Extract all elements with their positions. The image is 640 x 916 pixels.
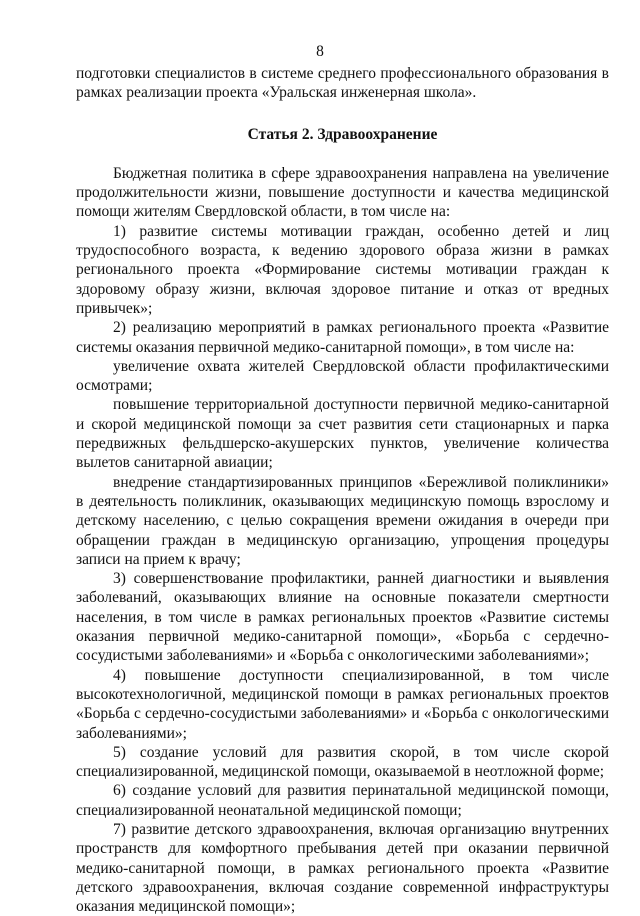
page-number: 8 xyxy=(316,43,324,60)
paragraph-item-3: 3) совершенствование профилактики, ранней диагностики и выявления заболеваний, оказывающих влияние на основные показатели смертности населения, в том числе в рамках региональных проектов «Развитие системы оказания первичной медико-санитарной помощи», «Борьба с сердечно-сосудистыми заболеваниями» и «Борьба с онкологическими заболеваниями»; xyxy=(76,570,609,665)
paragraph-item-7: 7) развитие детского здравоохранения, включая организацию внутренних пространств для комфортного пребывания детей при оказании первичной медико-санитарной помощи, в рамках регионального проекта «Развитие детского здравоохранения, включая создание современной инфраструктуры оказания медицинской помощи»; xyxy=(76,820,609,916)
paragraph-intro: Бюджетная политика в сфере здравоохранения направлена на увеличение продолжительности жизни, повышение доступности и качества медицинской помощи жителям Свердловской области, в том числе на: xyxy=(76,164,609,221)
paragraph-subitem-lean-clinic: внедрение стандартизированных принципов «Бережливой поликлиники» в деятельность поликлиник, оказывающих медицинскую помощь взрослому и детскому населению, с целью сокращения времени ожидания в очереди при обращении граждан в медицинскую организацию, упрощения процедуры записи на прием к врачу; xyxy=(76,473,609,568)
paragraph-item-1: 1) развитие системы мотивации граждан, особенно детей и лиц трудоспособного возраста, к ведению здорового образа жизни в рамках регионального проекта «Формирование системы мотивации граждан к здоровому образу жизни, включая здоровое питание и отказ от вредных привычек»; xyxy=(76,222,609,317)
continuation-paragraph: подготовки специалистов в системе среднего профессионального образования в рамках реализации проекта «Уральская инженерная школа». xyxy=(76,65,609,102)
paragraph-subitem-accessibility: повышение территориальной доступности первичной медико-санитарной и скорой медицинской помощи за счет развития сети стационарных и парка передвижных фельдшерско-акушерских пунктов, увеличение количества вылетов санитарной авиации; xyxy=(76,396,609,472)
paragraph-item-5: 5) создание условий для развития скорой, в том числе скорой специализированной, медицинской помощи, оказываемой в неотложной форме; xyxy=(76,743,609,781)
paragraph-item-2: 2) реализацию мероприятий в рамках регионального проекта «Развитие системы оказания первичной медико-санитарной помощи», в том числе на: xyxy=(76,319,609,356)
paragraph-subitem-checkups: увеличение охвата жителей Свердловской области профилактическими осмотрами; xyxy=(76,357,609,395)
article-heading: Статья 2. Здравоохранение xyxy=(247,125,438,143)
document-body xyxy=(76,64,609,916)
paragraph-item-4: 4) повышение доступности специализированной, в том числе высокотехнологичной, медицинской помощи в рамках региональных проектов «Борьба с сердечно-сосудистыми заболеваниями» и «Борьба с онкологическими заболеваниями»; xyxy=(76,666,609,742)
paragraph-item-6: 6) создание условий для развития перинатальной медицинской помощи, специализированной неонатальной медицинской помощи; xyxy=(76,782,609,819)
